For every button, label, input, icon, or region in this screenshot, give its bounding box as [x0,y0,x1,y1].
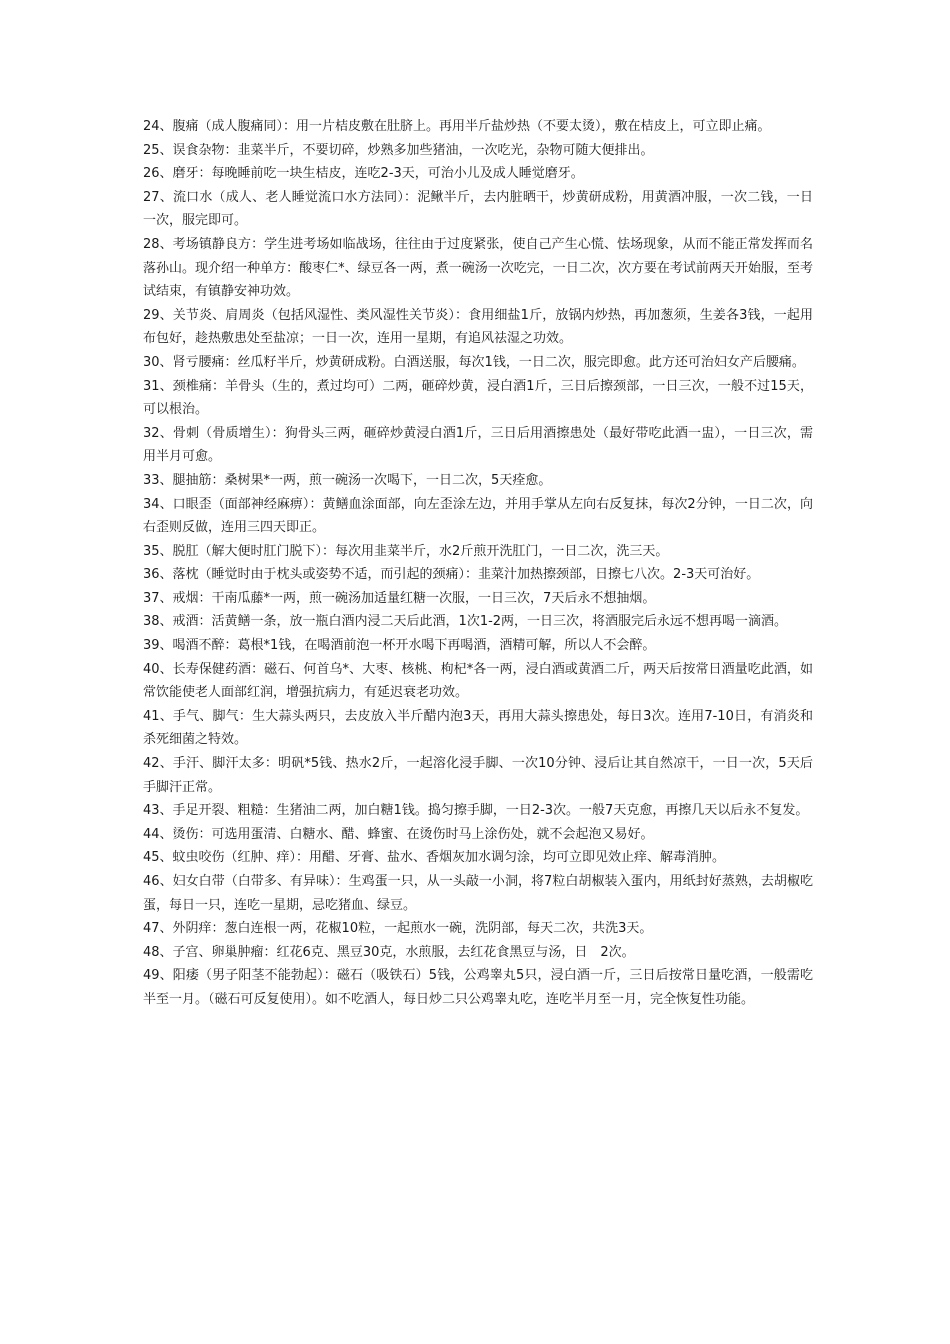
remedy-entry-39: 39、喝酒不醉：葛根*1钱，在喝酒前泡一杯开水喝下再喝酒，酒精可解，所以人不会醉。 [143,638,656,654]
remedy-entry-24: 24、腹痛（成人腹痛同）：用一片桔皮敷在肚脐上。再用半斤盐炒热（不要太烫），敷在桔皮上，可立即止痛。 [143,119,771,134]
remedy-entry-25: 25、误食杂物：韭菜半斤，不要切碎，炒熟多加些猪油，一次吃光，杂物可随大便排出。 [143,142,654,158]
remedy-entry-45: 45、蚊虫咬伤（红肿、痒）：用醋、牙膏、盐水、香烟灰加水调匀涂，均可立即见效止痒、解毒消肿。 [143,850,726,866]
remedy-entry-38: 38、戒酒：活黄鳝一条，放一瓶白酒内浸二天后此酒，1次1-2两，一日三次，将酒服完后永远不想再喝一滴酒。 [143,614,788,630]
remedy-entry-44: 44、烫伤：可选用蛋清、白糖水、醋、蜂蜜、在烫伤时马上涂伤处，就不会起泡又易好。 [143,826,654,842]
remedy-entry-36: 36、落枕（睡觉时由于枕头或姿势不适，而引起的颈痛）：韭菜汁加热擦颈部，日擦七八次。2-3天可治好。 [143,567,760,583]
remedy-entry-49: 49、阳痿（男子阳茎不能勃起）：磁石（吸铁石）5钱，公鸡睾丸5只，浸白酒一斤，三日后按常日量吃酒，一般需吃半至一月。（磁石可反复使用）。如不吃酒人，每日炒二只公鸡睾丸吃，连吃半月至一月，完全恢复性功能。 [143,968,813,1007]
remedy-entry-42: 42、手汗、脚汗太多：明矾*5钱、热水2斤，一起溶化浸手脚、一次10分钟、浸后让其自然凉干，一日一次，5天后手脚汗正常。 [143,756,813,795]
remedy-entry-48: 48、子宫、卵巢肿瘤：红花6克、黑豆30克，水煎服，去红花食黑豆与汤，日 2次。 [143,944,635,960]
remedy-entry-46: 46、妇女白带（白带多、有异味）：生鸡蛋一只，从一头敲一小洞，将7粒白胡椒装入蛋内，用纸封好蒸熟，去胡椒吃蛋，每日一只，连吃一星期，忌吃猪血、绿豆。 [143,874,813,913]
remedy-entry-41: 41、手气、脚气：生大蒜头两只，去皮放入半斤醋内泡3天，再用大蒜头擦患处，每日3次。连用7-10日，有消炎和杀死细菌之特效。 [143,708,813,748]
remedy-entry-33: 33、腿抽筋：桑树果*一两，煎一碗汤一次喝下，一日二次，5天痊愈。 [143,472,552,488]
remedy-entry-30: 30、肾亏腰痛：丝瓜籽半斤，炒黄研成粉。白酒送服，每次1钱，一日二次，服完即愈。此方还可治妇女产后腰痛。 [143,354,805,370]
remedy-entry-32: 32、骨刺（骨质增生）：狗骨头三两，砸碎炒黄浸白酒1斤，三日后用酒擦患处（最好带吃此酒一盅），一日三次，需用半月可愈。 [143,425,813,465]
remedy-entry-40: 40、长寿保健药酒：磁石、何首乌*、大枣、核桃、枸杞*各一两，浸白酒或黄酒二斤，两天后按常日酒量吃此酒，如常饮能使老人面部红润，增强抗病力，有延迟衰老功效。 [143,661,813,701]
remedy-entry-27: 27、流口水（成人、老人睡觉流口水方法同）：泥鳅半斤，去内脏晒干，炒黄研成粉，用黄酒冲服，一次二钱，一日一次，服完即可。 [143,189,813,229]
remedy-entry-34: 34、口眼歪（面部神经麻痹）：黄鳝血涂面部，向左歪涂左边，并用手掌从左向右反复抹，每次2分钟，一日二次，向右歪则反做，连用三四天即正。 [143,496,813,536]
remedy-entry-31: 31、颈椎痛：羊骨头（生的，煮过均可）二两，砸碎炒黄，浸白酒1斤，三日后擦颈部，一日三次，一般不过15天，可以根治。 [143,378,813,418]
remedy-entry-37: 37、戒烟：干南瓜藤*一两，煎一碗汤加适量红糖一次服，一日三次，7天后永不想抽烟。 [143,590,656,606]
remedy-entry-29: 29、关节炎、肩周炎（包括风湿性、类风湿性关节炎）：食用细盐1斤，放锅内炒热，再加葱须，生姜各3钱，一起用布包好，趁热敷患处至盐凉；一日一次，连用一星期，有追风祛湿之功效。 [143,307,813,347]
remedy-entry-47: 47、外阴痒：葱白连根一两，花椒10粒，一起煎水一碗，洗阴部，每天二次，共洗3天。 [143,921,653,937]
remedy-entry-35: 35、脱肛（解大便时肛门脱下）：每次用韭菜半斤，水2斤煎开洗肛门，一日二次，洗三天。 [143,543,669,559]
remedy-list [143,115,813,1012]
remedy-entry-26: 26、磨牙：每晚睡前吃一块生桔皮，连吃2-3天，可治小儿及成人睡觉磨牙。 [143,166,584,182]
remedy-entry-43: 43、手足开裂、粗糙：生猪油二两，加白糖1钱。捣匀擦手脚，一日2-3次。一般7天克愈，再擦几天以后永不复发。 [143,803,809,819]
remedy-entry-28: 28、考场镇静良方：学生进考场如临战场，往往由于过度紧张，使自己产生心慌、怯场现象，从而不能正常发挥而名落孙山。现介绍一种单方：酸枣仁*、绿豆各一两，煮一碗汤一次吃完，一日二次，次方要在考试前两天开始服，至考试结束，有镇静安神功效。 [143,236,813,300]
